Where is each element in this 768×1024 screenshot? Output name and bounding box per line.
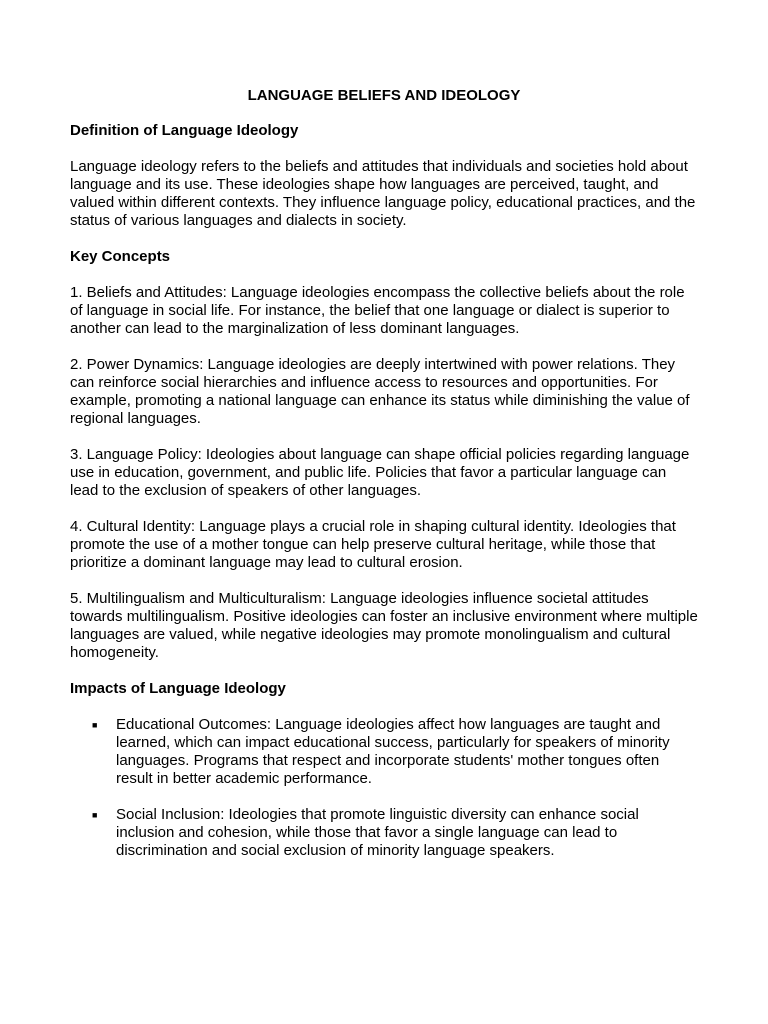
square-bullet-icon: ■: [92, 810, 98, 820]
key-concept-4: 4. Cultural Identity: Language plays a crucial role in shaping cultural identity. Ideologies that promote the use of a mother tongue can help preserve cultural heritage, while those that prioritize a dominant language may lead to cultural erosion.: [70, 518, 676, 571]
definition-heading: Definition of Language Ideology: [70, 122, 299, 139]
definition-paragraph: Language ideology refers to the beliefs and attitudes that individuals and societies hold about language and its use. These ideologies shape how languages are perceived, taught, and valued within different contexts. They influence language policy, educational practices, and the status of various languages and dialects in society.: [70, 158, 696, 229]
key-concept-1: 1. Beliefs and Attitudes: Language ideologies encompass the collective beliefs about the role of language in social life. For instance, the belief that one language or dialect is superior to another can lead to the marginalization of less dominant languages.: [70, 284, 685, 337]
key-concept-3: 3. Language Policy: Ideologies about language can shape official policies regarding language use in education, government, and public life. Policies that favor a particular language can lead to the exclusion of speakers of other languages.: [70, 446, 690, 499]
impacts-list: [70, 716, 698, 860]
square-bullet-icon: ■: [92, 720, 98, 730]
key-concepts-heading: Key Concepts: [70, 248, 171, 265]
document-title: LANGUAGE BELIEFS AND IDEOLOGY: [247, 87, 521, 104]
impact-item-educational: [70, 716, 698, 788]
impacts-heading: Impacts of Language Ideology: [70, 680, 286, 697]
impact-item-social: [70, 806, 698, 860]
key-concept-5: 5. Multilingualism and Multiculturalism: Language ideologies influence societal attitudes towards multilingualism. Positive ideologies can foster an inclusive environment where multiple languages are valued, while negative ideologies may promote monolingualism and cultural homogeneity.: [70, 590, 698, 661]
impact-item-text: Educational Outcomes: Language ideologies affect how languages are taught and learned, which can impact educational success, particularly for speakers of minority languages. Programs that respect and incorporate students' mother tongues often result in better academic performance.: [116, 716, 670, 787]
key-concept-2: 2. Power Dynamics: Language ideologies are deeply intertwined with power relations. They can reinforce social hierarchies and influence access to resources and opportunities. For example, promoting a national language can enhance its status while diminishing the value of regional languages.: [70, 356, 690, 427]
impact-item-text: Social Inclusion: Ideologies that promote linguistic diversity can enhance social inclusion and cohesion, while those that favor a single language can lead to discrimination and social exclusion of minority language speakers.: [116, 806, 639, 859]
